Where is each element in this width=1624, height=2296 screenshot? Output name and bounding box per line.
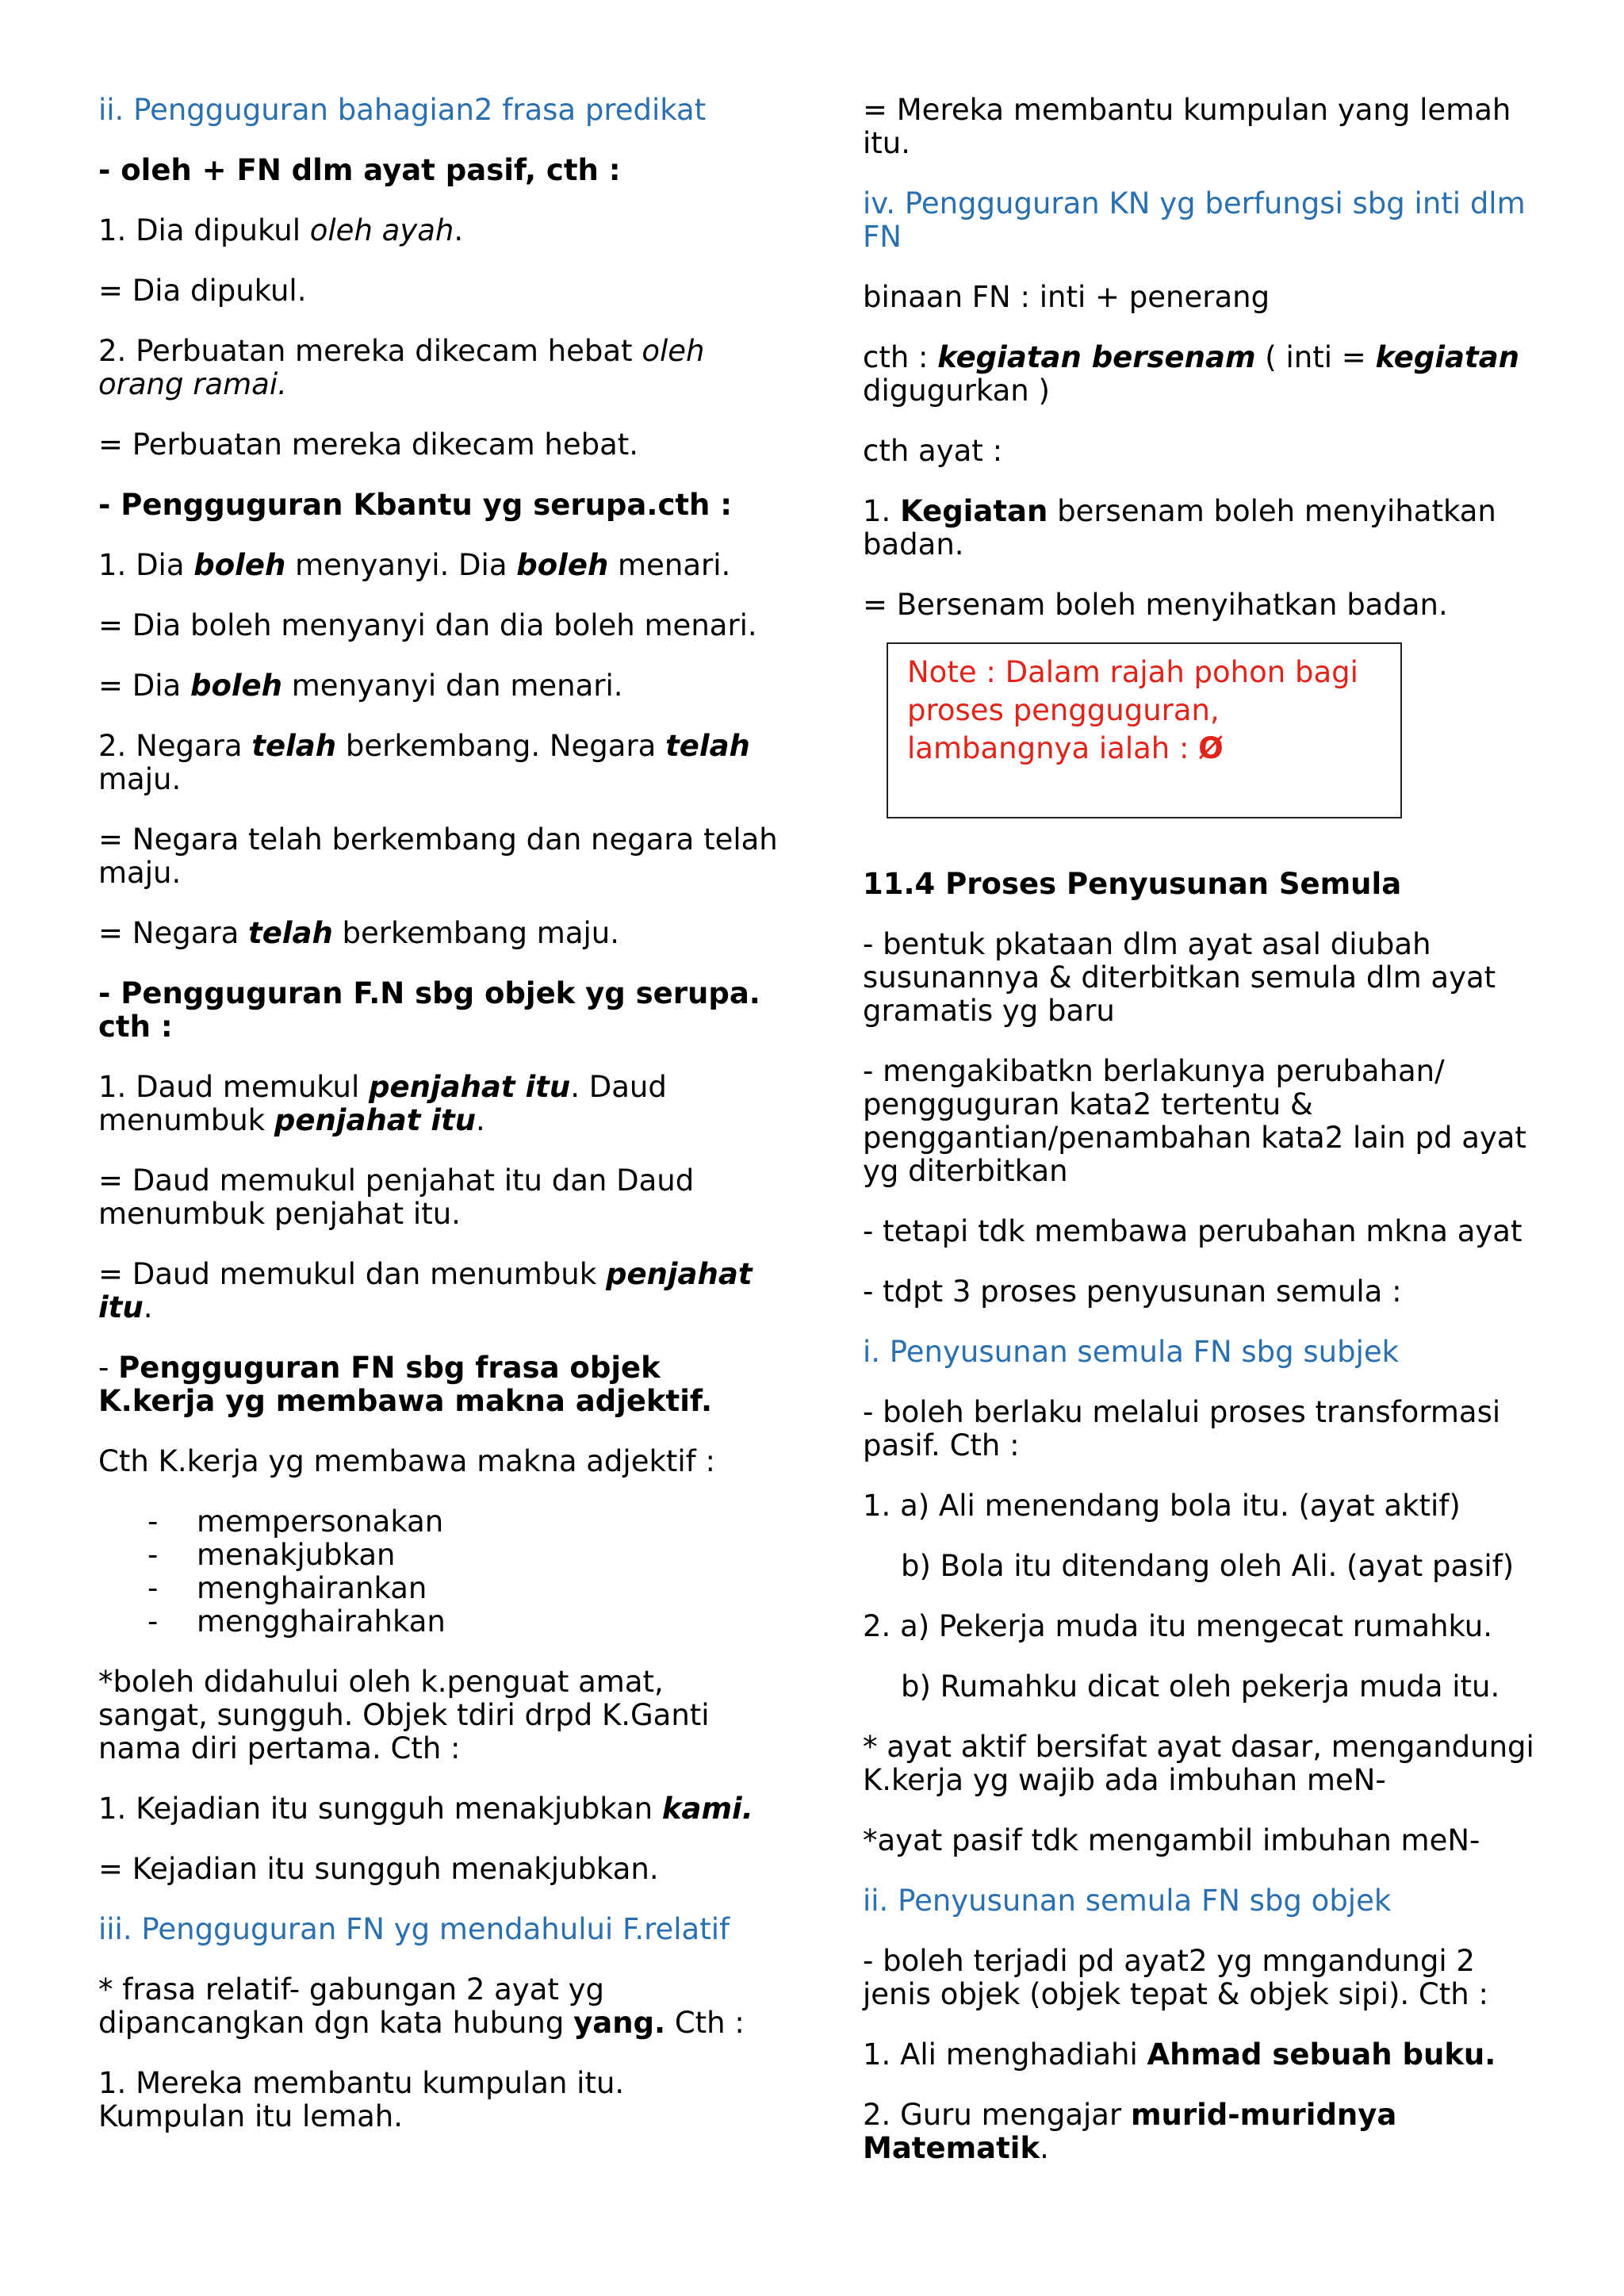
section-heading: i. Penyusunan semula FN sbg subjek [863,1335,1400,1369]
paragraph: *boleh didahului oleh k.penguat amat, sangat, sungguh. Objek tdiri drpd K.Ganti nama diri pertama. Cth : [98,1665,710,1765]
example-result: = Mereka membantu kumpulan yang lemah itu. [863,93,1511,160]
paragraph: cth ayat : [863,434,1003,468]
example-result: = Negara telah berkembang maju. [98,916,619,950]
right-column [863,94,1545,2192]
example: 2. Guru mengajar murid-muridnya Matematik. [863,2098,1397,2165]
paragraph: *ayat pasif tdk mengambil imbuhan meN- [863,1823,1480,1857]
section-heading: iii. Pengguguran FN yg mendahului F.relatif [98,1912,730,1946]
list-item: - menakjubkan [147,1538,396,1572]
list-item: - menghairankan [147,1571,427,1605]
example: 1. Ali menghadiahi Ahmad sebuah buku. [863,2037,1496,2072]
example-result: = Dia boleh menyanyi dan dia boleh menari. [98,608,757,642]
paragraph: - bentuk pkataan dlm ayat asal diubah susunannya & diterbitkan semula dlm ayat gramatis yg baru [863,927,1496,1028]
example-result: = Daud memukul penjahat itu dan Daud menumbuk penjahat itu. [98,1163,695,1231]
example: 2. Perbuatan mereka dikecam hebat oleh orang ramai. [98,334,705,401]
example-result: = Perbuatan mereka dikecam hebat. [98,427,639,462]
paragraph: Cth K.kerja yg membawa makna adjektif : [98,1444,715,1478]
example: 2. Negara telah berkembang. Negara telah maju. [98,729,750,796]
section-title: 11.4 Proses Penyusunan Semula [863,867,1402,901]
example: b) Rumahku dicat oleh pekerja muda itu. [901,1669,1500,1704]
list-item: - mengghairahkan [147,1604,446,1639]
subsection-title: - Pengguguran FN sbg frasa objek K.kerja yg membawa makna adjektif. [98,1351,713,1418]
example-result: = Kejadian itu sungguh menakjubkan. [98,1852,659,1886]
example: 1. Kejadian itu sungguh menakjubkan kami. [98,1792,753,1826]
note-box: Note : Dalam rajah pohon bagi proses pengguguran, lambangnya ialah : Ø [887,642,1402,818]
section-heading: ii. Penyusunan semula FN sbg objek [863,1884,1392,1918]
paragraph: - boleh terjadi pd ayat2 yg mngandungi 2 jenis objek (objek tepat & objek sipi). Cth : [863,1944,1488,2011]
paragraph: binaan FN : inti + penerang [863,280,1270,314]
left-column [98,94,780,2160]
spacer [863,818,1545,868]
verb-list [98,1505,780,1639]
subsection-title: - Pengguguran Kbantu yg serupa.cth : [98,488,733,522]
example-result: = Negara telah berkembang dan negara telah maju. [98,822,778,890]
paragraph: * ayat aktif bersifat ayat dasar, mengandungi K.kerja yg wajib ada imbuhan meN- [863,1730,1534,1797]
section-heading: ii. Pengguguran bahagian2 frasa predikat [98,93,707,127]
example: 1. Dia dipukul oleh ayah. [98,213,464,247]
example: 1. a) Ali menendang bola itu. (ayat aktif) [863,1489,1461,1523]
paragraph: - tdpt 3 proses penyusunan semula : [863,1274,1402,1309]
example: cth : kegiatan bersenam ( inti = kegiatan digugurkan ) [863,340,1520,408]
subsection-title: - oleh + FN dlm ayat pasif, cth : [98,153,621,187]
example: 2. a) Pekerja muda itu mengecat rumahku. [863,1609,1493,1643]
example: b) Bola itu ditendang oleh Ali. (ayat pasif) [901,1549,1515,1583]
example-result: = Bersenam boleh menyihatkan badan. [863,588,1448,622]
example-result: = Daud memukul dan menumbuk penjahat itu. [98,1257,753,1324]
example-result: = Dia dipukul. [98,274,307,308]
null-symbol: Ø [1198,731,1224,765]
paragraph: - boleh berlaku melalui proses transformasi pasif. Cth : [863,1395,1501,1462]
example-result: = Dia boleh menyanyi dan menari. [98,669,623,703]
list-item: - mempersonakan [147,1504,444,1539]
paragraph: - tetapi tdk membawa perubahan mkna ayat [863,1214,1522,1248]
example: 1. Daud memukul penjahat itu. Daud menumbuk penjahat itu. [98,1070,667,1137]
example: 1. Mereka membantu kumpulan itu. Kumpulan itu lemah. [98,2066,625,2133]
subsection-title: - Pengguguran F.N sbg objek yg serupa. cth : [98,976,760,1044]
paragraph: * frasa relatif- gabungan 2 ayat yg dipancangkan dgn kata hubung yang. Cth : [98,1972,745,2040]
example: 1. Kegiatan bersenam boleh menyihatkan badan. [863,494,1496,562]
paragraph: - mengakibatkn berlakunya perubahan/ pengguguran kata2 tertentu & penggantian/penambahan kata2 lain pd ayat yg diterbitkan [863,1054,1526,1188]
example: 1. Dia boleh menyanyi. Dia boleh menari. [98,548,731,582]
section-heading: iv. Pengguguran KN yg berfungsi sbg inti dlm FN [863,186,1526,254]
